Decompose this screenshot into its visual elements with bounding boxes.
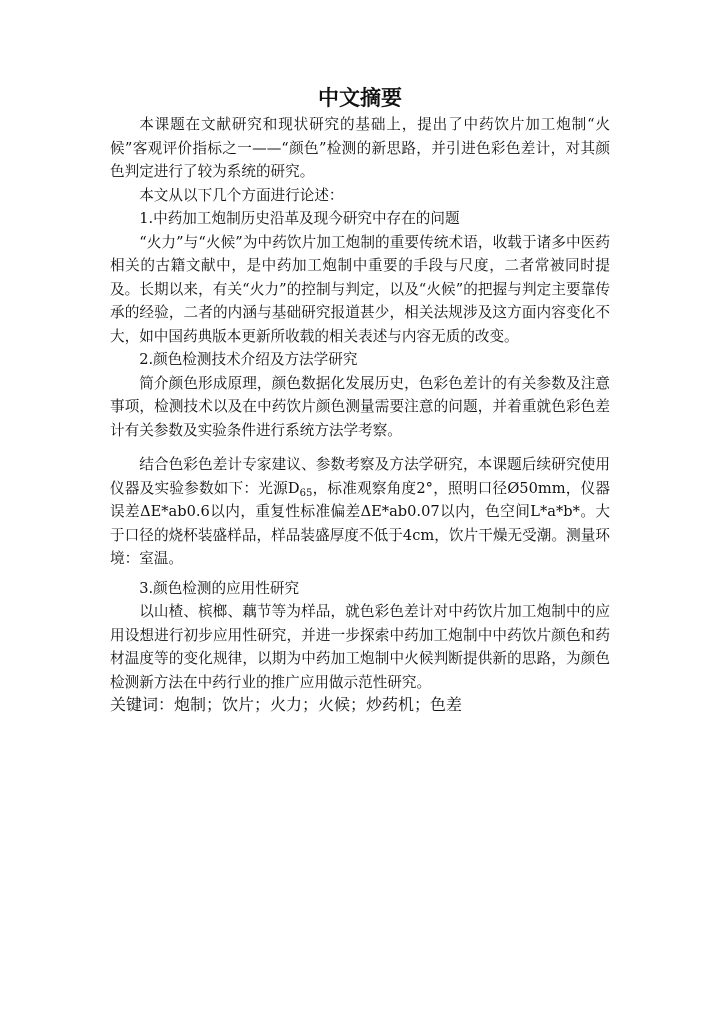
paragraph-instrument: [110, 453, 610, 571]
paragraph-section-3: 以山楂、槟榔、藕节等为样品，就色彩色差计对中药饮片加工炮制中的应用设想进行初步应用性研究，并进一步探索中药加工炮制中中药饮片颜色和药材温度等的变化规律，以期为中药加工炮制中火候判断提供新的思路，为颜色检测新方法在中药行业的推广应用做示范性研究。: [110, 603, 610, 691]
section-heading-1: 1.中药加工炮制历史沿革及现今研究中存在的问题: [139, 210, 460, 227]
section-heading-3: 3.颜色检测的应用性研究: [139, 579, 300, 597]
paragraph-intro: 本课题在文献研究和现状研究的基础上，提出了中药饮片加工炮制“火候”客观评价指标之一——“颜色”检测的新思路，并引进色彩色差计，对其颜色判定进行了较为系统的研究。: [110, 116, 610, 180]
paragraph-section-2: 简介颜色形成原理，颜色数据化发展历史，色彩色差计的有关参数及注意事项，检测技术以及在中药饮片颜色测量需要注意的问题，并着重就色彩色差计有关参数及实验条件进行系统方法学考察。: [110, 374, 610, 439]
paragraph-outline: 本文从以下几个方面进行论述：: [139, 186, 344, 204]
instrument-text-part1: 结合色彩色差计专家建议、参数考察及方法学研究，本课题后续研究使用仪器及实验参数如下：光源D: [110, 456, 610, 497]
paragraph-section-1: “火力”与“火候”为中药饮片加工炮制的重要传统术语，收载于诸多中医药相关的古籍文献中，是中药加工炮制中重要的手段与尺度，二者常被同时提及。长期以来，有关“火力”的控制与判定，以及“火候”的把握与判定主要靠传承的经验，二者的内涵与基础研究报道甚少，相关法规涉及这方面内容变化不大，如中国药典版本更新所收载的相关表述与内容无质的改变。: [110, 233, 610, 345]
section-heading-2: 2.颜色检测技术介绍及方法学研究: [139, 351, 358, 368]
page-title: 中文摘要: [318, 86, 402, 110]
instrument-text-part2: ，标准观察角度2°，照明口径Ø50mm，仪器误差ΔE*ab0.6以内，重复性标准偏差ΔE*ab0.07以内，色空间L*a*b*。大于口径的烧杯装盛样品，样品装盛厚度不低于4cm，饮片干燥无受潮。测量环境：室温。: [110, 479, 611, 567]
keywords-label: 关键词：: [110, 695, 175, 714]
keywords-line: [110, 693, 610, 717]
light-source-subscript: 65: [299, 487, 313, 499]
abstract-body: [110, 113, 610, 694]
keywords-text: 炮制；饮片；火力；火候；炒药机；色差: [174, 695, 463, 714]
